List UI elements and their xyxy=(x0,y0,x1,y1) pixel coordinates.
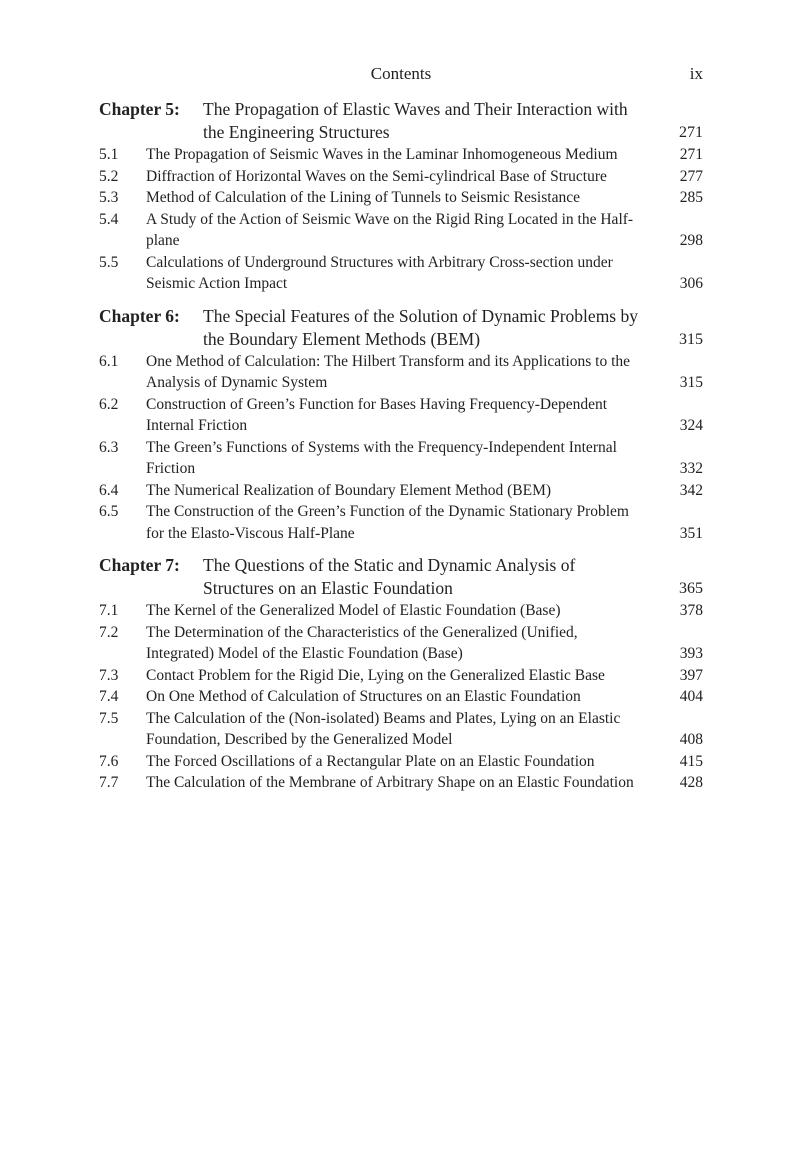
chapter-page: 365 xyxy=(679,580,703,597)
section-title: Method of Calculation of the Lining of Tunnels to Seismic Resistance xyxy=(146,189,580,206)
toc-entry-6-3[interactable] xyxy=(99,437,703,480)
toc-entry-7-4[interactable] xyxy=(99,686,703,708)
section-title: Diffraction of Horizontal Waves on the Semi-cylindrical Base of Structure xyxy=(146,167,607,185)
section-page: 298 xyxy=(679,232,703,249)
section-title: The Calculation of the Membrane of Arbitrary Shape on an Elastic Foundation xyxy=(146,774,634,791)
toc-entry-5-5[interactable] xyxy=(99,252,703,295)
chapter-page: 315 xyxy=(679,330,703,348)
section-number: 7.5 xyxy=(99,709,119,727)
section-number: 5.1 xyxy=(99,146,119,163)
toc-entry-6-1[interactable] xyxy=(99,351,703,394)
page-number: ix xyxy=(689,64,703,83)
section-title: The Determination of the Characteristics of the Generalized (Unified, Integrated) Model of the Elastic Foundation (Base) xyxy=(146,623,578,662)
toc-page xyxy=(99,62,703,794)
toc-entry-5-2[interactable] xyxy=(99,166,703,188)
section-page: 285 xyxy=(679,189,703,206)
toc-entry-5-1[interactable] xyxy=(99,144,703,166)
toc-entry-7-7[interactable] xyxy=(99,772,703,794)
section-number: 7.2 xyxy=(99,623,119,641)
section-page: 393 xyxy=(679,645,703,662)
section-page: 306 xyxy=(679,275,703,292)
toc-entry-6-2[interactable] xyxy=(99,394,703,437)
section-title: The Forced Oscillations of a Rectangular Plate on an Elastic Foundation xyxy=(146,752,595,770)
section-page: 378 xyxy=(679,602,703,619)
chapter-label: Chapter 6: xyxy=(99,305,180,326)
section-page: 408 xyxy=(679,731,703,748)
section-title: The Calculation of the (Non-isolated) Beams and Plates, Lying on an Elastic Foundation, Described by the Generalized Model xyxy=(146,709,621,748)
chapter-5 xyxy=(99,98,703,295)
toc-entry-7-5[interactable] xyxy=(99,708,703,751)
section-number: 6.2 xyxy=(99,395,119,413)
section-number: 6.4 xyxy=(99,481,119,499)
section-title: On One Method of Calculation of Structures on an Elastic Foundation xyxy=(146,688,581,705)
chapter-6 xyxy=(99,305,703,545)
chapter-7 xyxy=(99,554,703,794)
chapter-heading[interactable] xyxy=(99,98,703,144)
running-head xyxy=(99,62,703,88)
section-page: 415 xyxy=(679,752,703,770)
section-number: 7.6 xyxy=(99,752,119,770)
chapter-heading[interactable] xyxy=(99,305,703,351)
chapter-label: Chapter 5: xyxy=(99,99,180,119)
toc-entry-7-3[interactable] xyxy=(99,665,703,687)
toc-entry-7-6[interactable] xyxy=(99,751,703,773)
section-number: 5.2 xyxy=(99,167,119,185)
toc-entry-5-4[interactable] xyxy=(99,209,703,252)
running-head-title: Contents xyxy=(370,64,432,83)
chapter-label: Chapter 7: xyxy=(99,555,180,575)
section-number: 6.1 xyxy=(99,352,119,370)
toc-entry-5-3[interactable] xyxy=(99,187,703,209)
section-page: 428 xyxy=(679,774,703,791)
toc-entry-7-1[interactable] xyxy=(99,600,703,622)
toc-entry-7-2[interactable] xyxy=(99,622,703,665)
section-page: 324 xyxy=(679,417,703,434)
section-page: 351 xyxy=(679,524,703,542)
section-page: 332 xyxy=(679,460,703,477)
section-title: One Method of Calculation: The Hilbert Transform and its Applications to the Analysis of Dynamic System xyxy=(146,352,631,391)
section-title: The Construction of the Green’s Function of the Dynamic Stationary Problem for the Elasto-Viscous Half-Plane xyxy=(146,503,629,542)
section-title: The Kernel of the Generalized Model of Elastic Foundation (Base) xyxy=(146,602,561,619)
section-page: 271 xyxy=(679,146,703,163)
section-title: The Numerical Realization of Boundary Element Method (BEM) xyxy=(146,481,552,499)
section-number: 7.4 xyxy=(99,688,119,705)
chapter-title: The Questions of the Static and Dynamic Analysis of Structures on an Elastic Foundation xyxy=(203,555,576,598)
section-number: 5.5 xyxy=(99,253,119,271)
section-page: 315 xyxy=(679,374,703,391)
chapter-heading[interactable] xyxy=(99,554,703,600)
section-number: 7.3 xyxy=(99,666,119,684)
section-number: 6.3 xyxy=(99,438,119,456)
section-title: A Study of the Action of Seismic Wave on the Rigid Ring Located in the Half-plane xyxy=(146,210,634,249)
toc-entry-6-5[interactable] xyxy=(99,501,703,544)
section-title: Calculations of Underground Structures with Arbitrary Cross-section under Seismic Action Impact xyxy=(146,253,613,292)
chapter-page: 271 xyxy=(679,124,703,141)
section-number: 7.7 xyxy=(99,774,119,791)
section-title: Construction of Green’s Function for Bases Having Frequency-Dependent Internal Friction xyxy=(146,395,608,434)
chapter-title: The Propagation of Elastic Waves and Their Interaction with the Engineering Structures xyxy=(203,99,628,142)
section-page: 397 xyxy=(679,666,703,684)
section-title: The Propagation of Seismic Waves in the Laminar Inhomogeneous Medium xyxy=(146,146,618,163)
section-number: 7.1 xyxy=(99,602,119,619)
section-title: The Green’s Functions of Systems with the Frequency-Independent Internal Friction xyxy=(146,438,617,477)
section-page: 277 xyxy=(679,167,703,185)
section-title: Contact Problem for the Rigid Die, Lying on the Generalized Elastic Base xyxy=(146,666,605,684)
section-number: 6.5 xyxy=(99,503,119,520)
section-page: 342 xyxy=(679,481,703,499)
section-number: 5.4 xyxy=(99,210,119,228)
section-page: 404 xyxy=(679,688,703,705)
section-number: 5.3 xyxy=(99,189,119,206)
chapter-title: The Special Features of the Solution of Dynamic Problems by the Boundary Element Methods (BEM) xyxy=(203,305,638,349)
toc-entry-6-4[interactable] xyxy=(99,480,703,502)
